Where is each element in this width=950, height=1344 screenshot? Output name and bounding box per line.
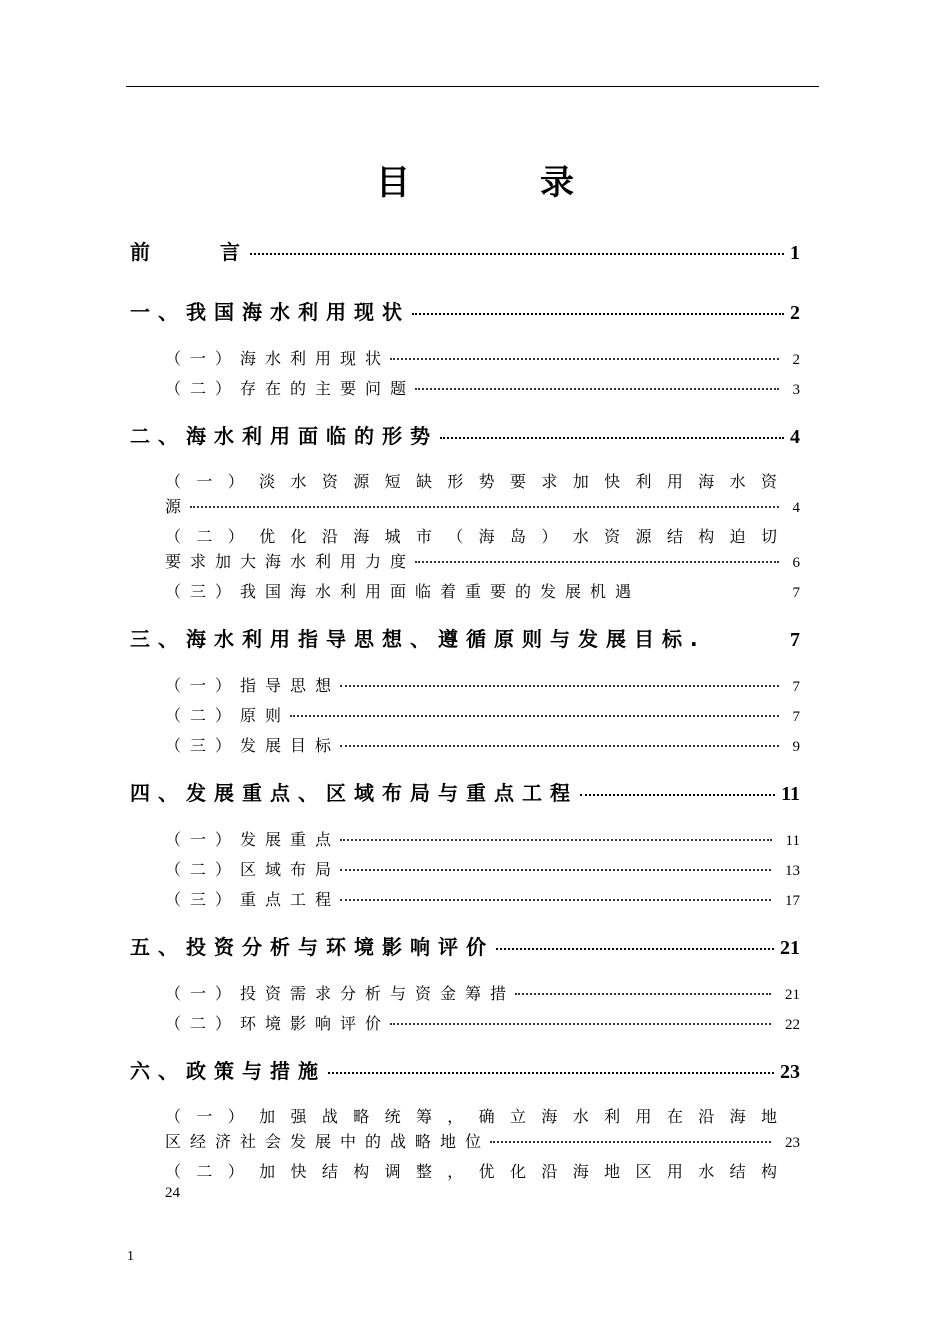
page-number: 6 <box>792 555 800 571</box>
toc-entry-1-1[interactable] <box>165 346 800 369</box>
dot-leader <box>515 993 771 995</box>
page-number: 23 <box>780 1061 800 1083</box>
page-number: 2 <box>792 352 800 368</box>
page-number: 2 <box>790 302 800 324</box>
toc-entry-2-2-line-1[interactable]: （二）优化沿海城市（海岛）水资源结构迫切 <box>165 527 785 546</box>
page-number: 4 <box>790 426 800 448</box>
dot-leader <box>390 358 778 360</box>
dot-leader <box>415 561 778 563</box>
header-rule <box>126 86 819 87</box>
dot-leader <box>580 794 775 796</box>
page-number: 7 <box>792 679 800 695</box>
dot-leader <box>340 685 778 687</box>
toc-entry-chapter-3[interactable] <box>130 623 800 652</box>
chapter-label: 六、政策与措施 <box>130 1059 326 1083</box>
dot-leader <box>340 869 771 871</box>
dot-leader <box>190 506 778 508</box>
section-label: （三）重点工程 <box>165 890 341 909</box>
toc-entry-6-1-line-2[interactable] <box>165 1129 800 1152</box>
chapter-label: 四、发展重点、区域布局与重点工程 <box>130 781 578 805</box>
toc-entry-6-2-line-1[interactable]: （二）加快结构调整，优化沿海地区用水结构 <box>165 1162 785 1181</box>
page-number: 13 <box>785 863 800 879</box>
dot-leader <box>340 899 771 901</box>
dot-leader <box>490 1141 771 1143</box>
title-char-2: 录 <box>540 163 574 203</box>
section-label: （三）我国海水利用面临着重要的发展机遇 <box>165 582 641 601</box>
toc-entry-4-1[interactable] <box>165 827 800 850</box>
dot-leader <box>290 715 778 717</box>
dot-leader <box>340 745 778 747</box>
toc-entry-2-1-line-1[interactable]: （一）淡水资源短缺形势要求加快利用海水资 <box>165 472 785 491</box>
dot-leader <box>440 437 784 439</box>
chapter-label: 一、我国海水利用现状 <box>130 300 410 324</box>
toc-entry-4-3[interactable] <box>165 887 800 910</box>
toc-entry-3-2[interactable] <box>165 703 800 726</box>
dot-leader <box>250 253 784 255</box>
dot-leader <box>340 839 772 841</box>
page-number: 11 <box>781 783 800 805</box>
section-label-cont: 要求加大海水利用力度 <box>165 552 416 571</box>
page-number: 9 <box>792 739 800 755</box>
chapter-label: 二、海水利用面临的形势 <box>130 424 438 448</box>
toc-entry-2-3[interactable] <box>165 579 800 602</box>
page-number: 4 <box>792 500 800 516</box>
toc-entry-3-1[interactable] <box>165 673 800 696</box>
toc-entry-5-2[interactable] <box>165 1011 800 1034</box>
toc-entry-4-2[interactable] <box>165 857 800 880</box>
title-char-1: 目 <box>376 163 410 203</box>
page-number: 7 <box>790 629 800 651</box>
page-number: 1 <box>790 242 800 264</box>
section-label-cont: 源 <box>165 497 191 516</box>
section-label: （二）环境影响评价 <box>165 1014 391 1033</box>
preface-char-2: 言 <box>220 240 248 264</box>
page-number: 23 <box>785 1135 800 1151</box>
dot-leader <box>328 1072 774 1074</box>
section-label-cont: 区经济社会发展中的战略地位 <box>165 1132 491 1151</box>
toc-entry-6-2-page: 24 <box>165 1185 180 1201</box>
chapter-label: 五、投资分析与环境影响评价 <box>130 935 494 959</box>
toc-entry-chapter-5[interactable] <box>130 931 800 960</box>
page-number: 7 <box>792 585 800 601</box>
toc-entry-5-1[interactable] <box>165 981 800 1004</box>
section-label: （二）区域布局 <box>165 860 341 879</box>
section-label: （一）海水利用现状 <box>165 349 391 368</box>
toc-entry-chapter-6[interactable] <box>130 1055 800 1084</box>
page-number: 17 <box>785 893 800 909</box>
page-number: 21 <box>785 987 800 1003</box>
section-label: （一）指导思想 <box>165 676 341 695</box>
dot-leader <box>415 388 778 390</box>
toc-entry-3-3[interactable] <box>165 733 800 756</box>
section-label: （一）发展重点 <box>165 830 341 849</box>
toc-entry-2-1-line-2[interactable] <box>165 494 800 517</box>
page-number: 22 <box>785 1017 800 1033</box>
toc-entry-6-1-line-1[interactable]: （一）加强战略统筹，确立海水利用在沿海地 <box>165 1107 785 1126</box>
page-number: 3 <box>792 382 800 398</box>
dot-leader <box>412 313 784 315</box>
page-number: 21 <box>780 937 800 959</box>
page-number: 11 <box>785 833 800 849</box>
section-label: （三）发展目标 <box>165 736 341 755</box>
page-title <box>0 155 950 204</box>
toc-entry-chapter-1[interactable] <box>130 296 800 325</box>
page-number: 7 <box>792 709 800 725</box>
footer-page-number: 1 <box>127 1249 134 1264</box>
preface-char-1: 前 <box>130 240 158 264</box>
toc-entry-chapter-2[interactable] <box>130 420 800 449</box>
toc-entry-preface[interactable] <box>130 236 800 265</box>
section-label: （一）投资需求分析与资金筹措 <box>165 984 516 1003</box>
dot-leader <box>390 1023 771 1025</box>
toc-entry-2-2-line-2[interactable] <box>165 549 800 572</box>
chapter-label: 三、海水利用指导思想、遵循原则与发展目标. <box>130 627 706 651</box>
dot-leader <box>496 948 774 950</box>
section-label: （二）存在的主要问题 <box>165 379 416 398</box>
toc-entry-1-2[interactable] <box>165 376 800 399</box>
section-label: （二）原则 <box>165 706 291 725</box>
toc-entry-chapter-4[interactable] <box>130 777 800 806</box>
